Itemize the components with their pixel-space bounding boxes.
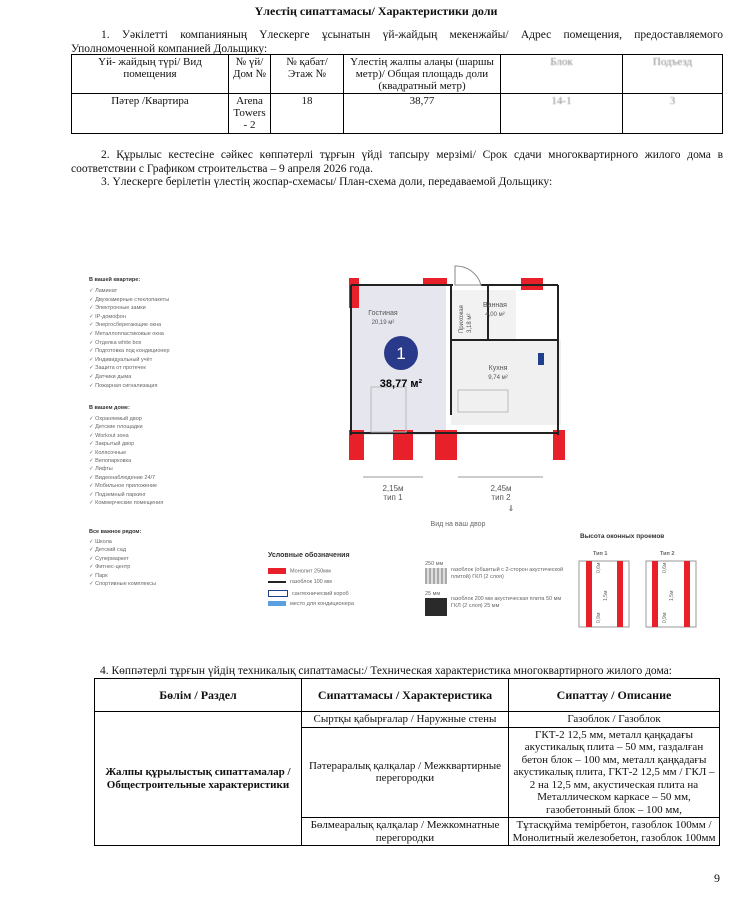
window2-width: 2,45м bbox=[490, 484, 512, 493]
apt_features-item: ✓ IP-домофон bbox=[89, 313, 126, 320]
section-3-text: 3. Үлескерге берілетін үлестің жоспар-схемасы/ План-схема доли, передаваемой Дольщику: bbox=[101, 176, 553, 188]
near_features-item: ✓ Парк bbox=[89, 572, 108, 579]
wall-swatch-1 bbox=[425, 568, 447, 584]
wall-type-2: газоблок 200 мм акустическая плита 50 мм ГКЛ (2 слоя) 25 мм bbox=[451, 596, 562, 609]
near_features-item: ✓ Детский сад bbox=[89, 547, 127, 554]
apt-features-list bbox=[89, 287, 170, 390]
win-dim-6: 0,9м bbox=[662, 612, 668, 623]
house_features-item: ✓ Велопарковка bbox=[89, 458, 132, 465]
row2-description: ГКТ-2 12,5 мм, металл қаңқадағы акустикалық плита – 50 мм, газдалған бетон блок – 100 мм, металл қаңқадағы акустикалық плита, ГКТ-2 12,5 мм / ГКЛ – 2 на 12,5 мм, акустическая плита на Металлическом каркасе – 50 мм, газобетонный блок – 100 мм, bbox=[509, 727, 720, 818]
tech-table bbox=[94, 678, 720, 846]
near-features-list bbox=[89, 538, 156, 588]
house_features-item: ✓ Колясочные bbox=[89, 449, 127, 456]
rooms-count: 1 bbox=[396, 344, 406, 363]
apt_features-item: ✓ Металлопластиковые окна bbox=[89, 330, 164, 337]
legend-title: Условные обозначения bbox=[268, 552, 350, 559]
near_features-item: ✓ Супермаркет bbox=[89, 555, 129, 562]
house_features-item: ✓ Лифты bbox=[89, 466, 113, 473]
window-heights-title: Высота оконных проемов bbox=[580, 533, 665, 540]
legend bbox=[268, 568, 354, 612]
house_features-item: ✓ Мобильное приложение bbox=[89, 483, 158, 490]
kitchen-label: Кухня bbox=[488, 365, 508, 372]
apt_features-item: ✓ Датчики дыма bbox=[89, 373, 132, 380]
section-4-text: 4. Көппәтерлі тұрғын үйдің техникалық сипаттамасы:/ Техническая характеристика многоквартирного жилого дома: bbox=[100, 665, 672, 677]
legend-gasblock: газоблок 100 мм bbox=[268, 579, 354, 590]
legend-sanitary: сантехнический короб bbox=[268, 590, 354, 601]
apt_features-item: ✓ Пожарная сигнализация bbox=[89, 382, 158, 389]
near-title: Все важное рядом: bbox=[89, 529, 142, 535]
apt_features-item: ✓ Энергосберегающие окна bbox=[89, 322, 162, 329]
apartment-drawing bbox=[343, 265, 573, 535]
apt_features-item: ✓ Подготовка под кондиционер bbox=[89, 348, 170, 355]
apt_features-item: ✓ Защита от протечек bbox=[89, 365, 146, 372]
door-arc bbox=[455, 266, 481, 285]
legend-ac: место для кондиционера bbox=[268, 601, 354, 612]
near_features-item: ✓ Школа bbox=[89, 539, 112, 545]
th-floor: № қабат/ Этаж № bbox=[271, 55, 344, 94]
apt_features-item: ✓ Ламинат bbox=[89, 288, 118, 294]
window1-type: тип 1 bbox=[383, 493, 403, 502]
page-title: Үлестің сипаттамасы/ Характеристики доли bbox=[254, 4, 498, 18]
th-section: Бөлім / Раздел bbox=[95, 679, 302, 712]
th-block: Блок bbox=[501, 55, 623, 94]
row1-description: Газоблок / Газоблок bbox=[509, 712, 720, 728]
kitchen-area: 9,74 м² bbox=[488, 375, 508, 381]
total-area: 38,77 м² bbox=[379, 378, 423, 390]
wall-dim-1: 250 мм bbox=[425, 561, 444, 567]
wall-type-1: газоблок (обшитый с 2-сторон акустической плитой) ГКЛ (2 слоя) bbox=[451, 567, 564, 580]
house-features-title: В вашем доме: bbox=[89, 405, 130, 411]
row1-characteristic: Сыртқы қабырғалар / Наружные стены bbox=[302, 712, 509, 728]
apt_features-item: ✓ Индивидуальный учёт bbox=[89, 356, 153, 363]
living-area: 20,19 м² bbox=[371, 320, 395, 326]
row3-characteristic: Бөлмеаралық қалқалар / Межкомнатные перегородки bbox=[302, 818, 509, 846]
apt_features-item: ✓ Отделка white box bbox=[89, 339, 142, 346]
section-cell: Жалпы құрылыстық сипаттамалар / Общестроительные характеристики bbox=[95, 712, 302, 846]
th-characteristic: Сипаттамасы / Характеристика bbox=[302, 679, 509, 712]
house_features-item: ✓ Детские площадки bbox=[89, 424, 143, 431]
bath-label: Ванная bbox=[483, 302, 507, 309]
cell-entrance: 3 bbox=[623, 94, 723, 134]
house-features-list bbox=[89, 415, 163, 507]
section-1-text: 1. Уәкілетті компанияның Үлескерге ұсынатын үй-жайдың мекенжайы/ Адрес помещения, предоставляемого Уполномоченной компанией Дольщику: bbox=[71, 29, 723, 55]
near_features-item: ✓ Фитнес-центр bbox=[89, 564, 131, 571]
win-dim-2: 1,5м bbox=[603, 590, 609, 601]
view-arrow-icon: ⇓ bbox=[507, 504, 515, 513]
apt-features-title: В вашей квартире: bbox=[89, 277, 141, 283]
house_features-item: ✓ Закрытый двор bbox=[89, 441, 135, 448]
house_features-item: ✓ Подземный паркинг bbox=[89, 491, 146, 498]
th-description: Сипаттау / Описание bbox=[509, 679, 720, 712]
cell-area: 38,77 bbox=[344, 94, 501, 134]
row3-description: Тұтасқұйма темірбетон, газоблок 100мм / Монолитный железобетон, газоблок 100мм bbox=[509, 818, 720, 846]
cell-floor: 18 bbox=[271, 94, 344, 134]
legend-monolith: Монолит 250мм bbox=[268, 568, 354, 579]
wall-dim-2: 25 мм bbox=[425, 591, 441, 597]
hall-label: Прихожая bbox=[459, 305, 465, 333]
house_features-item: ✓ Охраняемый двор bbox=[89, 416, 142, 422]
window1-width: 2,15м bbox=[382, 484, 404, 493]
win-dim-5: 1,5м bbox=[669, 590, 675, 601]
window-type2-label: Тип 2 bbox=[660, 551, 675, 557]
win-dim-1: 0,6м bbox=[596, 562, 602, 573]
floor-plan bbox=[83, 265, 703, 635]
row2-characteristic: Пәтераралық қалқалар / Межквартирные перегородки bbox=[302, 727, 509, 818]
window-heights-drawing bbox=[578, 559, 698, 631]
th-entrance: Подъезд bbox=[623, 55, 723, 94]
th-type: Үй- жайдың түрі/ Вид помещения bbox=[72, 55, 229, 94]
win-dim-3: 0,9м bbox=[596, 612, 602, 623]
house_features-item: ✓ Workout зона bbox=[89, 432, 129, 439]
window-type1-label: Тип 1 bbox=[593, 551, 608, 557]
sanitary-box bbox=[538, 353, 544, 365]
location-table bbox=[71, 54, 723, 134]
cell-type: Пәтер /Квартира bbox=[72, 94, 229, 134]
bath-area: 4,00 м² bbox=[485, 312, 505, 318]
section-2-text: 2. Құрылыс кестесіне сәйкес көппәтерлі тұрғын үйді тапсыру мерзімі/ Срок сдачи многоквартирного жилого дома в соответствии с Графиком строительства – 9 апреля 2026 года. bbox=[71, 149, 723, 175]
apt_features-item: ✓ Электронные замки bbox=[89, 305, 146, 312]
house_features-item: ✓ Коммерческие помещения bbox=[89, 500, 164, 507]
house_features-item: ✓ Видеонаблюдение 24/7 bbox=[89, 474, 156, 481]
win-dim-4: 0,6м bbox=[662, 562, 668, 573]
cell-house: Arena Towers - 2 bbox=[229, 94, 271, 134]
cell-block: 14-1 bbox=[501, 94, 623, 134]
view-label: Вид на ваш двор bbox=[430, 521, 486, 528]
th-area: Үлестің жалпы алаңы (шаршы метр)/ Общая площадь доли (квадратный метр) bbox=[344, 55, 501, 94]
page-number: 9 bbox=[714, 871, 720, 885]
near_features-item: ✓ Спортивные комплексы bbox=[89, 581, 156, 588]
th-house: № үй/ Дом № bbox=[229, 55, 271, 94]
window2-type: тип 2 bbox=[491, 493, 511, 502]
apt_features-item: ✓ Двухкамерные стеклопакеты bbox=[89, 296, 170, 303]
living-label: Гостиная bbox=[368, 310, 398, 317]
hall-area: 3,18 м² bbox=[467, 313, 473, 333]
wall-swatch-2 bbox=[425, 598, 447, 616]
